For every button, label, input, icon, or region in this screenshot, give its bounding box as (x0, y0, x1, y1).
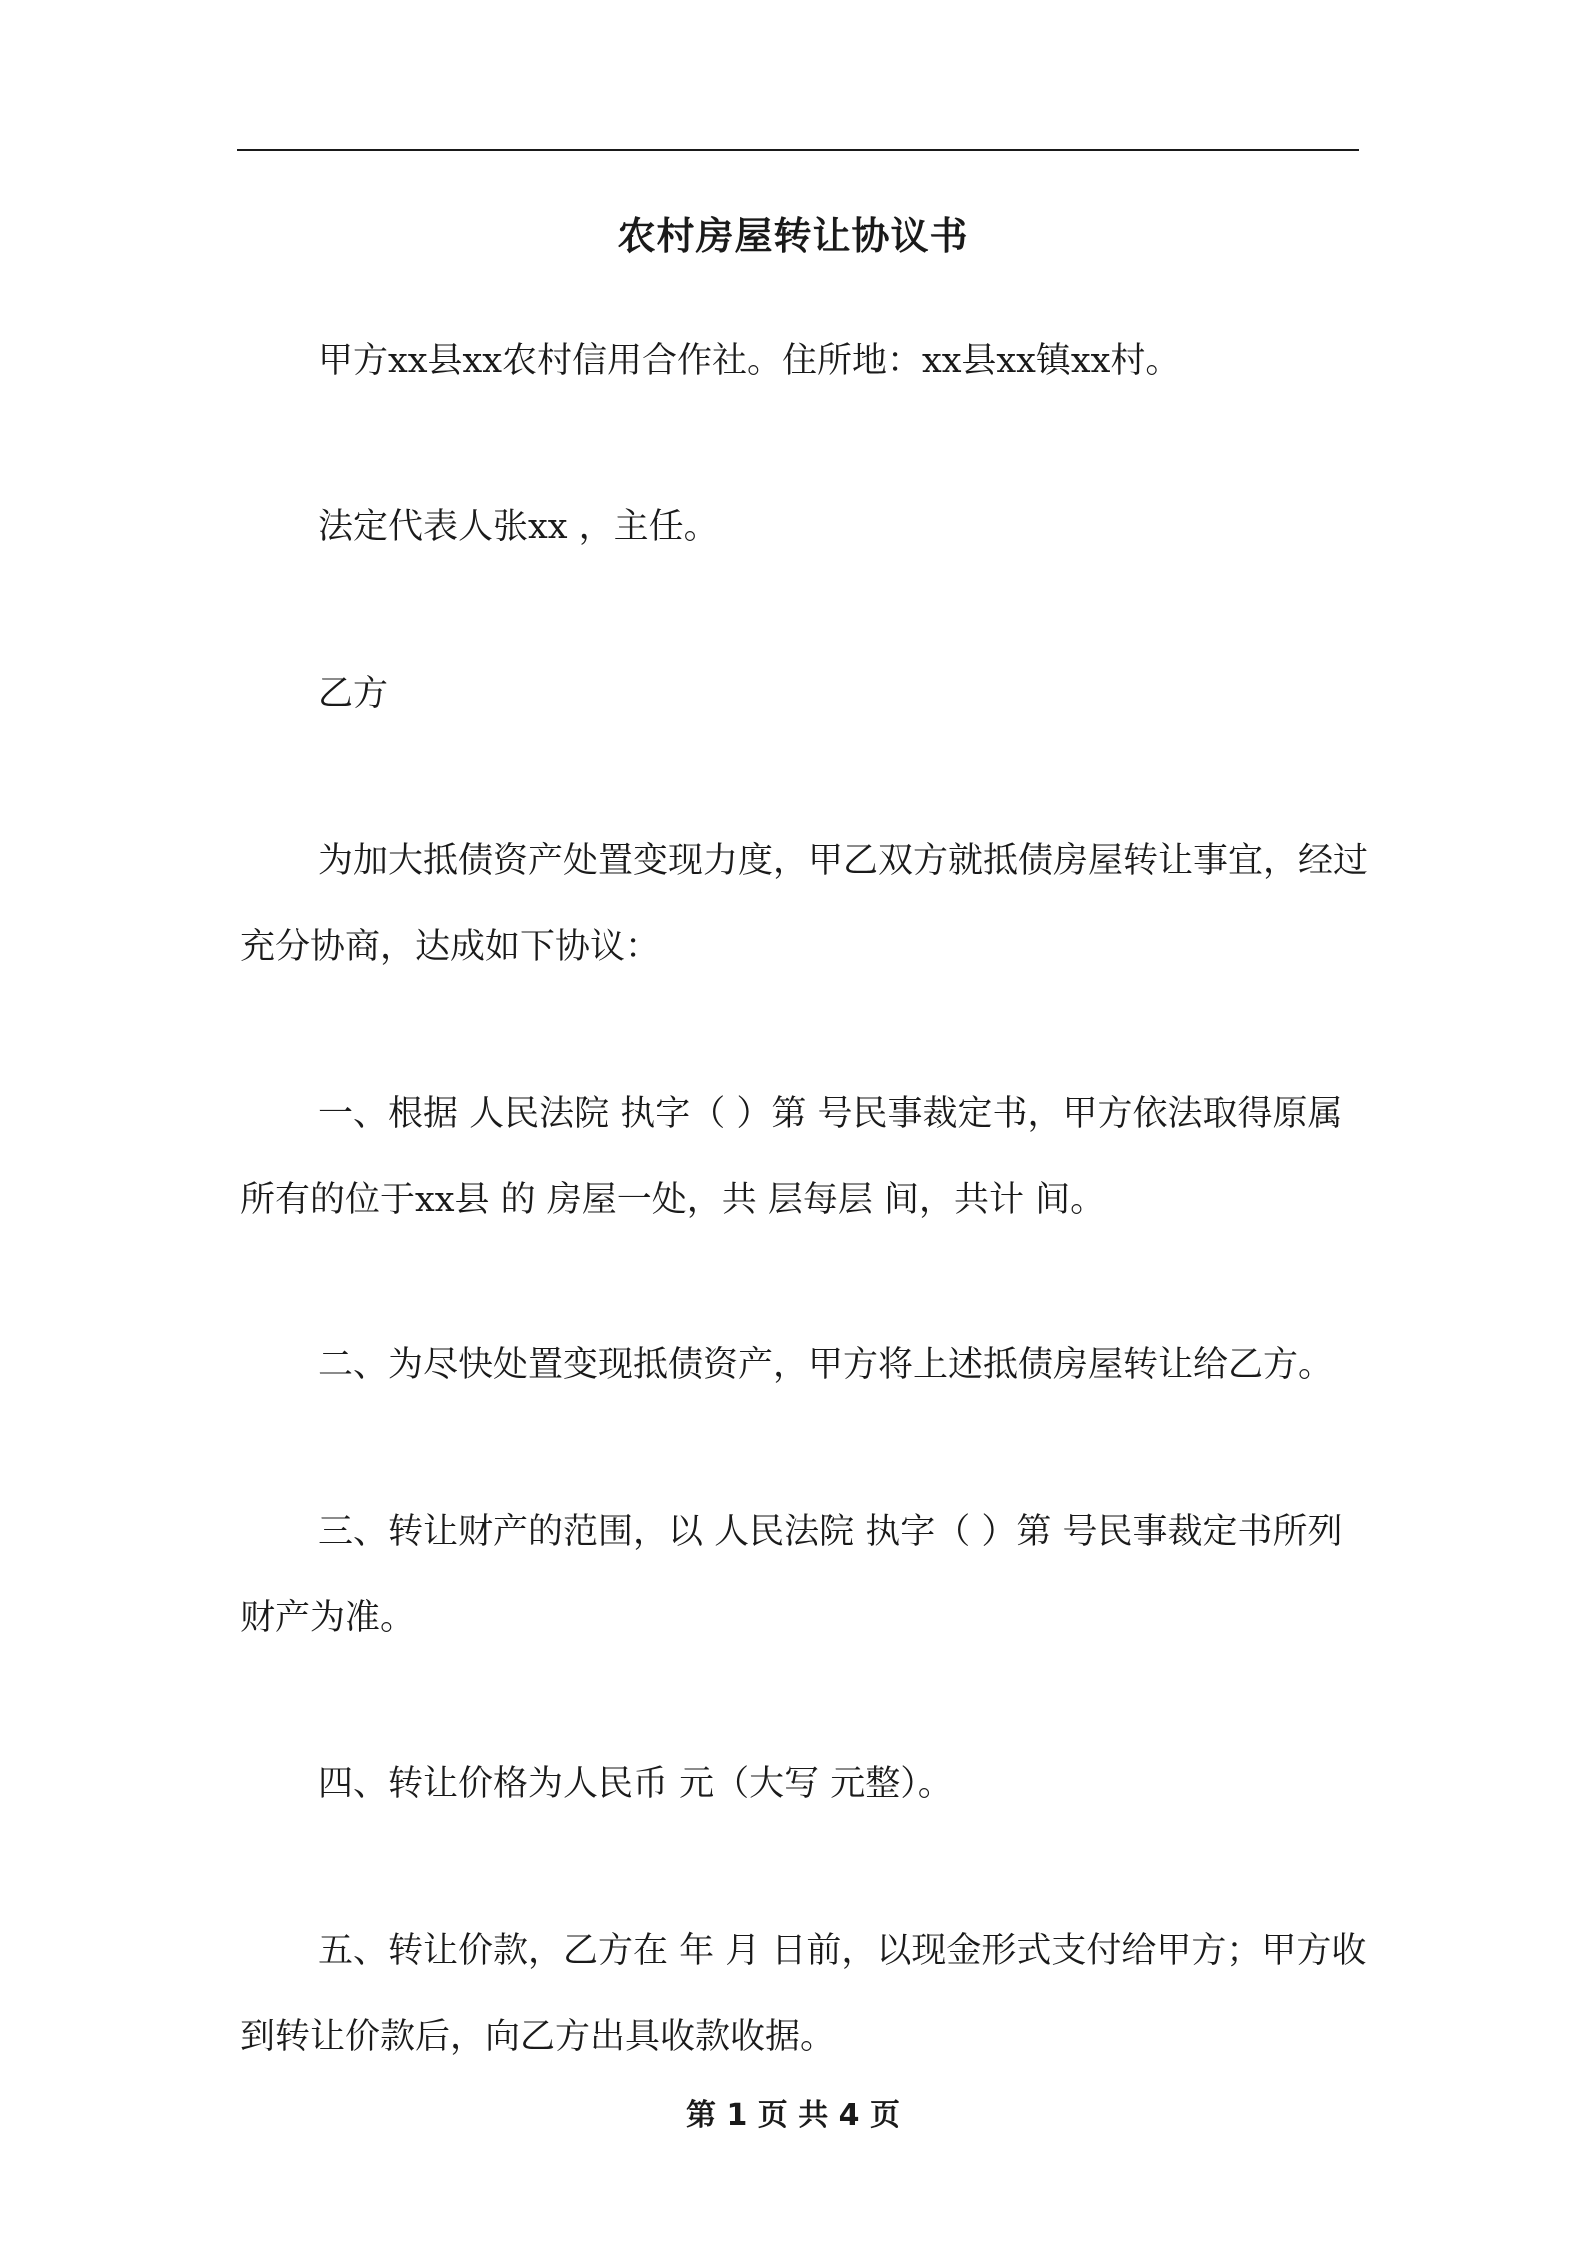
paragraph-party-a: 甲方xx县xx农村信用合作社。住所地：xx县xx镇xx村。 (318, 341, 1181, 381)
paragraph-clause-3: 三、转让财产的范围，以 人民法院 执字（ ）第 号民事裁定书所列财产为准。 (240, 1512, 1343, 1638)
paragraph-party-b: 乙方 (318, 674, 389, 714)
page-number-footer: 第 1 页 共 4 页 (686, 2098, 900, 2133)
header-rule (237, 149, 1359, 151)
paragraph-clause-2: 二、为尽快处置变现抵债资产，甲方将上述抵债房屋转让给乙方。 (318, 1345, 1334, 1385)
paragraph-legal-rep: 法定代表人张xx ，主任。 (318, 507, 719, 547)
paragraph-clause-4: 四、转让价格为人民币 元（大写 元整）。 (318, 1764, 953, 1804)
paragraph-preamble: 为加大抵债资产处置变现力度，甲乙双方就抵债房屋转让事宜，经过充分协商，达成如下协议： (240, 841, 1369, 967)
paragraph-clause-1: 一、根据 人民法院 执字（ ）第 号民事裁定书，甲方依法取得原属 所有的位于xx县 的 房屋一处，共 层每层 间，共计 间。 (240, 1094, 1343, 1220)
document-title: 农村房屋转让协议书 (617, 213, 969, 258)
paragraph-clause-5: 五、转让价款，乙方在 年 月 日前，以现金形式支付给甲方；甲方收到转让价款后，向乙方出具收款收据。 (240, 1931, 1367, 2057)
